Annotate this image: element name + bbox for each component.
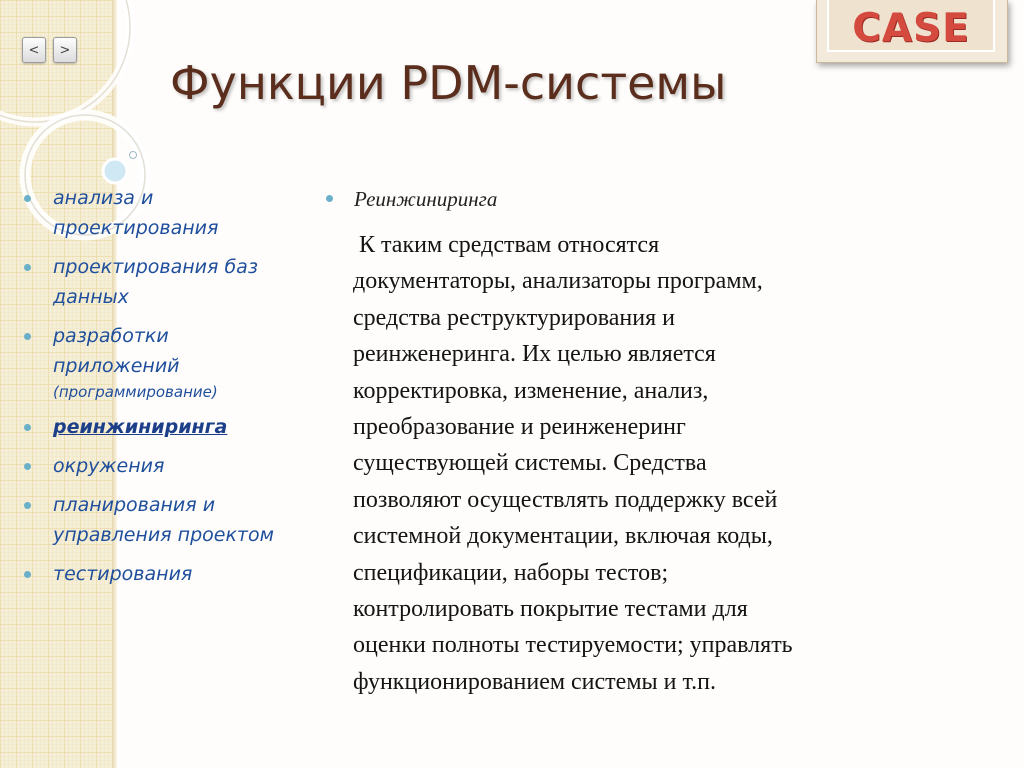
- description-line: позволяют осуществлять поддержку всей: [353, 486, 778, 513]
- description-text: [353, 227, 953, 700]
- list-item[interactable]: [24, 321, 294, 403]
- list-item[interactable]: [24, 451, 294, 481]
- bullet-icon: [326, 195, 333, 202]
- slide-title: Функции PDM-системы: [170, 56, 727, 110]
- bullet-icon: [24, 264, 31, 271]
- description-line: существующей системы. Средства: [353, 450, 707, 477]
- list-item[interactable]: [24, 490, 294, 550]
- description-line: функционированием системы и т.п.: [353, 668, 716, 695]
- bullet-icon: [24, 195, 31, 202]
- description-line: К таким средствам относятся: [353, 232, 660, 258]
- case-badge-inner: [827, 0, 995, 52]
- list-item-label: разработки приложений: [53, 325, 180, 377]
- description-line: корректировка, изменение, анализ,: [353, 377, 709, 404]
- list-item-active[interactable]: [24, 412, 294, 442]
- description-line: спецификации, наборы тестов;: [353, 559, 669, 586]
- description-line: реинженеринга. Их целью является: [353, 341, 716, 368]
- list-item-label: реинжиниринга: [53, 416, 228, 438]
- bullet-icon: [24, 424, 31, 431]
- list-item-label: проектирования баз данных: [53, 256, 258, 308]
- list-item-label: планирования и управления проектом: [53, 494, 274, 546]
- list-item[interactable]: [24, 183, 294, 243]
- case-badge-text: CASE: [852, 6, 970, 51]
- bullet-icon: [24, 463, 31, 470]
- description-line: контролировать покрытие тестами для: [353, 596, 748, 623]
- list-item-label: анализа и проектирования: [53, 187, 219, 239]
- description-line: документаторы, анализаторы программ,: [353, 268, 763, 295]
- bullet-icon: [24, 333, 31, 340]
- bullet-icon: [24, 502, 31, 509]
- description-line: средства реструктурирования и: [353, 304, 675, 331]
- list-item-sublabel: (программирование): [53, 383, 218, 401]
- list-item[interactable]: [24, 252, 294, 312]
- description-line: преобразование и реинженеринг: [353, 414, 686, 441]
- function-list: [24, 183, 294, 598]
- prev-slide-button[interactable]: <: [22, 37, 46, 63]
- description-line: системной документации, включая коды,: [353, 523, 773, 550]
- list-item-label: окружения: [53, 455, 165, 477]
- case-badge: [816, 0, 1008, 63]
- section-heading-text: Реинжиниринга: [354, 187, 498, 211]
- next-slide-button[interactable]: >: [53, 37, 77, 63]
- bullet-icon: [24, 571, 31, 578]
- list-item[interactable]: [24, 559, 294, 589]
- list-item-label: тестирования: [53, 563, 193, 585]
- description-line: оценки полноты тестируемости; управлять: [353, 632, 793, 659]
